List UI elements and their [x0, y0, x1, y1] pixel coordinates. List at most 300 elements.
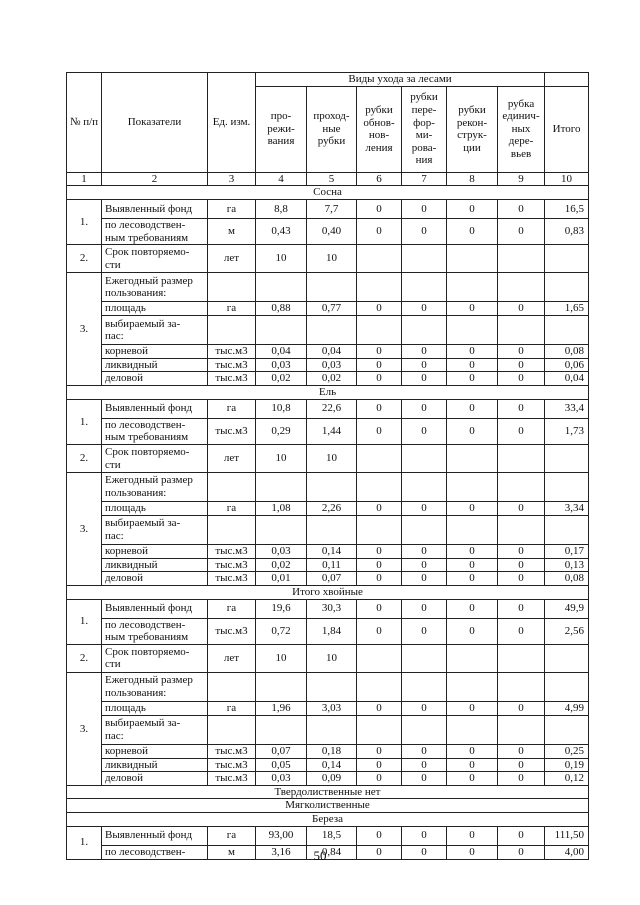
value-cell: 1,96 [256, 701, 307, 715]
indicator-label: деловой [102, 572, 208, 586]
empty-cell [498, 516, 545, 545]
value-cell: 0 [402, 302, 447, 316]
value-cell: 0 [402, 744, 447, 758]
table-row [67, 302, 589, 316]
value-cell: 0 [447, 701, 498, 715]
row-number: 1. [67, 399, 102, 444]
value-cell: 0 [498, 418, 545, 444]
unit-cell: тыс.м3 [208, 744, 256, 758]
value-cell: 0 [498, 218, 545, 244]
value-cell: 0 [357, 701, 402, 715]
header-type-passage: проход- ные рубки [307, 86, 357, 172]
empty-cell [545, 715, 589, 744]
col-num: 7 [402, 172, 447, 186]
value-cell: 0 [498, 758, 545, 772]
table-row [67, 799, 589, 813]
value-cell: 0 [357, 845, 402, 859]
empty-cell [402, 445, 447, 473]
unit-cell: га [208, 399, 256, 418]
value-cell: 93,00 [256, 826, 307, 845]
empty-cell [545, 644, 589, 672]
indicator-label [102, 218, 208, 244]
unit-cell: м [208, 218, 256, 244]
unit-cell: тыс.м3 [208, 372, 256, 386]
value-cell: 0 [357, 744, 402, 758]
header-indicators: Показатели [102, 73, 208, 173]
indicator-label-line: по лесоводствен- [105, 618, 186, 631]
empty-cell [447, 273, 498, 302]
col-num: 2 [102, 172, 208, 186]
header-blank [545, 73, 589, 87]
value-cell: 0 [357, 558, 402, 572]
indicator-label-line: Ежегодный размер [105, 274, 193, 287]
value-cell: 0 [498, 572, 545, 586]
table-row [67, 572, 589, 586]
table-row [67, 758, 589, 772]
value-cell: 0 [447, 618, 498, 644]
empty-cell [256, 273, 307, 302]
section-title: Береза [67, 813, 589, 827]
value-cell: 1,08 [256, 502, 307, 516]
unit-cell: тыс.м3 [208, 558, 256, 572]
value-cell: 0 [402, 399, 447, 418]
empty-cell [307, 715, 357, 744]
indicator-label-line: Ежегодный размер [105, 674, 193, 687]
unit-cell: лет [208, 644, 256, 672]
value-cell: 0 [447, 199, 498, 218]
indicator-label: площадь [102, 502, 208, 516]
value-cell: 0,08 [545, 572, 589, 586]
value-cell: 8,8 [256, 199, 307, 218]
indicator-label-line: пользования: [105, 686, 167, 699]
value-cell: 0 [402, 345, 447, 359]
value-cell: 0 [402, 199, 447, 218]
empty-cell [545, 245, 589, 273]
value-cell: 0 [402, 772, 447, 786]
col-num: 10 [545, 172, 589, 186]
indicator-label-line: ным требованиям [105, 231, 189, 244]
value-cell: 0 [402, 701, 447, 715]
value-cell: 0,03 [256, 545, 307, 559]
unit-cell: тыс.м3 [208, 772, 256, 786]
value-cell: 0 [447, 599, 498, 618]
value-cell: 33,4 [545, 399, 589, 418]
value-cell: 0 [357, 302, 402, 316]
table-row [67, 245, 589, 273]
empty-cell [256, 672, 307, 701]
value-cell: 0 [402, 502, 447, 516]
value-cell: 0,84 [307, 845, 357, 859]
value-cell: 0 [402, 545, 447, 559]
value-cell: 0,19 [545, 758, 589, 772]
unit-cell: га [208, 302, 256, 316]
value-cell: 0 [498, 826, 545, 845]
indicator-label: Выявленный фонд [102, 599, 208, 618]
indicator-label: площадь [102, 302, 208, 316]
row-number: 1. [67, 599, 102, 644]
indicator-label [102, 316, 208, 345]
indicator-label: Выявленный фонд [102, 399, 208, 418]
value-cell: 0,77 [307, 302, 357, 316]
empty-cell [307, 672, 357, 701]
empty-cell [447, 473, 498, 502]
table-row [67, 644, 589, 672]
indicator-label-line: выбираемый за- [105, 717, 181, 730]
empty-cell [447, 245, 498, 273]
empty-cell [447, 316, 498, 345]
table-row [67, 186, 589, 200]
col-num: 5 [307, 172, 357, 186]
value-cell: 0 [357, 218, 402, 244]
value-cell: 0,01 [256, 572, 307, 586]
value-cell: 0 [447, 772, 498, 786]
unit-cell: га [208, 502, 256, 516]
header-type-renewal: рубки обнов- нов- ления [357, 86, 402, 172]
value-cell: 0 [498, 618, 545, 644]
indicator-label: по лесоводствен- [102, 845, 208, 859]
row-number: 3. [67, 473, 102, 586]
row-number: 1. [67, 826, 102, 859]
empty-cell [402, 316, 447, 345]
indicator-label: Выявленный фонд [102, 199, 208, 218]
empty-cell [402, 273, 447, 302]
indicator-label-line: пас: [105, 729, 124, 742]
value-cell: 0,40 [307, 218, 357, 244]
value-cell: 0 [447, 558, 498, 572]
empty-cell [498, 445, 545, 473]
indicator-label [102, 473, 208, 502]
table-row [67, 672, 589, 701]
empty-cell [402, 473, 447, 502]
col-num: 4 [256, 172, 307, 186]
empty-cell [402, 672, 447, 701]
col-num: 3 [208, 172, 256, 186]
empty-cell [402, 245, 447, 273]
empty-cell [498, 473, 545, 502]
empty-cell [256, 516, 307, 545]
value-cell: 0 [447, 502, 498, 516]
indicator-label: Выявленный фонд [102, 826, 208, 845]
empty-cell [357, 516, 402, 545]
value-cell: 0,04 [256, 345, 307, 359]
empty-cell [307, 273, 357, 302]
value-cell: 0 [402, 845, 447, 859]
row-number: 2. [67, 644, 102, 672]
indicator-label: корневой [102, 345, 208, 359]
empty-cell [357, 245, 402, 273]
value-cell: 0 [357, 545, 402, 559]
section-title: Сосна [67, 186, 589, 200]
table-row [67, 445, 589, 473]
indicator-label: корневой [102, 744, 208, 758]
unit-cell: га [208, 826, 256, 845]
value-cell: 0 [447, 399, 498, 418]
empty-cell [545, 516, 589, 545]
indicator-label-line: Срок повторяемо- [105, 445, 190, 458]
value-cell: 4,99 [545, 701, 589, 715]
value-cell: 2,56 [545, 618, 589, 644]
value-cell: 0,17 [545, 545, 589, 559]
col-num: 1 [67, 172, 102, 186]
row-number: 3. [67, 273, 102, 386]
indicator-label: ликвидный [102, 358, 208, 372]
empty-cell [545, 316, 589, 345]
value-cell: 0 [357, 199, 402, 218]
indicator-label-line: пас: [105, 530, 124, 543]
value-cell: 0 [498, 502, 545, 516]
unit-cell: га [208, 599, 256, 618]
indicator-label-line: сти [105, 258, 121, 271]
value-cell: 0 [402, 758, 447, 772]
value-cell: 7,7 [307, 199, 357, 218]
indicator-label [102, 418, 208, 444]
indicator-label-line: Ежегодный размер [105, 474, 193, 487]
empty-cell [498, 273, 545, 302]
empty-cell [208, 672, 256, 701]
value-cell: 4,00 [545, 845, 589, 859]
unit-cell: лет [208, 445, 256, 473]
value-cell: 0 [498, 372, 545, 386]
empty-cell [545, 473, 589, 502]
value-cell: 0 [357, 572, 402, 586]
value-cell: 0 [357, 826, 402, 845]
table-row [67, 744, 589, 758]
value-cell: 49,9 [545, 599, 589, 618]
table-row [67, 273, 589, 302]
table-row [67, 785, 589, 799]
empty-cell [498, 316, 545, 345]
indicator-label-line: Срок повторяемо- [105, 246, 190, 259]
value-cell: 0,13 [545, 558, 589, 572]
row-number: 2. [67, 245, 102, 273]
empty-cell [447, 516, 498, 545]
value-cell: 1,65 [545, 302, 589, 316]
value-cell: 0 [498, 199, 545, 218]
table-row [67, 585, 589, 599]
table-row [67, 813, 589, 827]
empty-cell [545, 273, 589, 302]
header-type-reconstruction: рубки рекон- струк- ции [447, 86, 498, 172]
value-cell: 0,83 [545, 218, 589, 244]
empty-cell [256, 715, 307, 744]
empty-cell [498, 245, 545, 273]
value-cell: 0 [498, 545, 545, 559]
empty-cell [208, 473, 256, 502]
unit-cell: га [208, 199, 256, 218]
value-cell: 19,6 [256, 599, 307, 618]
indicator-label [102, 516, 208, 545]
header-type-thinning: про- режи- вания [256, 86, 307, 172]
value-cell: 0,72 [256, 618, 307, 644]
value-cell: 0 [357, 418, 402, 444]
indicator-label-line: сти [105, 658, 121, 671]
value-cell: 0 [402, 218, 447, 244]
indicator-label: ликвидный [102, 758, 208, 772]
value-cell: 0 [357, 372, 402, 386]
value-cell: 0 [498, 701, 545, 715]
value-cell: 0,04 [307, 345, 357, 359]
value-cell: 18,5 [307, 826, 357, 845]
indicator-label-line: по лесоводствен- [105, 418, 186, 431]
table-row [67, 372, 589, 386]
value-cell: 0 [357, 599, 402, 618]
value-cell: 0,02 [307, 372, 357, 386]
value-cell: 0,09 [307, 772, 357, 786]
value-cell: 0 [357, 399, 402, 418]
table-row [67, 199, 589, 218]
value-cell: 10 [307, 445, 357, 473]
unit-cell: тыс.м3 [208, 418, 256, 444]
empty-cell [447, 644, 498, 672]
value-cell: 1,73 [545, 418, 589, 444]
value-cell: 0,12 [545, 772, 589, 786]
table-row [67, 826, 589, 845]
value-cell: 0,07 [256, 744, 307, 758]
table-row [67, 599, 589, 618]
indicator-label [102, 644, 208, 672]
empty-cell [357, 473, 402, 502]
indicator-label: ликвидный [102, 558, 208, 572]
value-cell: 0,43 [256, 218, 307, 244]
empty-cell [498, 644, 545, 672]
indicator-label-line: ным требованиям [105, 631, 189, 644]
value-cell: 0,03 [307, 358, 357, 372]
unit-cell: м [208, 845, 256, 859]
empty-cell [208, 516, 256, 545]
table-row [67, 545, 589, 559]
value-cell: 0,25 [545, 744, 589, 758]
indicator-label [102, 245, 208, 273]
value-cell: 0 [357, 358, 402, 372]
forest-care-table [66, 72, 589, 860]
value-cell: 0 [447, 744, 498, 758]
value-cell: 0 [447, 826, 498, 845]
unit-cell: тыс.м3 [208, 758, 256, 772]
value-cell: 0 [498, 772, 545, 786]
header-num: № п/п [67, 73, 102, 173]
header-type-reform: рубки пере- фор- ми- рова- ния [402, 86, 447, 172]
empty-cell [256, 473, 307, 502]
value-cell: 1,44 [307, 418, 357, 444]
indicator-label-line: пас: [105, 330, 124, 343]
empty-cell [208, 273, 256, 302]
indicator-label-line: выбираемый за- [105, 317, 181, 330]
value-cell: 0,18 [307, 744, 357, 758]
value-cell: 16,5 [545, 199, 589, 218]
empty-cell [307, 316, 357, 345]
indicator-label [102, 618, 208, 644]
value-cell: 0 [498, 358, 545, 372]
col-num: 6 [357, 172, 402, 186]
value-cell: 0 [402, 572, 447, 586]
unit-cell: тыс.м3 [208, 572, 256, 586]
empty-cell [545, 445, 589, 473]
value-cell: 0,08 [545, 345, 589, 359]
table-row [67, 358, 589, 372]
value-cell: 0 [498, 558, 545, 572]
value-cell: 0 [447, 345, 498, 359]
empty-cell [447, 445, 498, 473]
value-cell: 1,84 [307, 618, 357, 644]
empty-cell [498, 672, 545, 701]
unit-cell: тыс.м3 [208, 345, 256, 359]
value-cell: 0 [357, 772, 402, 786]
value-cell: 0 [447, 845, 498, 859]
indicator-label-line: пользования: [105, 287, 167, 300]
empty-cell [402, 516, 447, 545]
value-cell: 0 [498, 599, 545, 618]
value-cell: 0 [357, 618, 402, 644]
value-cell: 3,16 [256, 845, 307, 859]
indicator-label-line: ным требованиям [105, 431, 189, 444]
value-cell: 0,14 [307, 545, 357, 559]
value-cell: 0 [498, 744, 545, 758]
table-row [67, 618, 589, 644]
value-cell: 0,29 [256, 418, 307, 444]
empty-cell [357, 316, 402, 345]
value-cell: 0 [447, 758, 498, 772]
indicator-label-line: выбираемый за- [105, 517, 181, 530]
table-row [67, 345, 589, 359]
empty-cell [357, 273, 402, 302]
value-cell: 0 [357, 502, 402, 516]
value-cell: 0,03 [256, 772, 307, 786]
value-cell: 0 [357, 758, 402, 772]
indicator-label [102, 273, 208, 302]
value-cell: 3,34 [545, 502, 589, 516]
indicator-label [102, 445, 208, 473]
value-cell: 0 [357, 345, 402, 359]
value-cell: 22,6 [307, 399, 357, 418]
value-cell: 0 [402, 372, 447, 386]
value-cell: 0 [447, 218, 498, 244]
value-cell: 0,04 [545, 372, 589, 386]
value-cell: 0 [402, 558, 447, 572]
table-row [67, 772, 589, 786]
value-cell: 0 [447, 418, 498, 444]
indicator-label-line: пользования: [105, 487, 167, 500]
row-number: 3. [67, 672, 102, 785]
col-num: 9 [498, 172, 545, 186]
value-cell: 0 [498, 302, 545, 316]
row-number: 1. [67, 199, 102, 244]
empty-cell [208, 715, 256, 744]
value-cell: 0 [402, 599, 447, 618]
value-cell: 111,50 [545, 826, 589, 845]
table-row [67, 473, 589, 502]
value-cell: 3,03 [307, 701, 357, 715]
header-group: Виды ухода за лесами [256, 73, 545, 87]
value-cell: 0,05 [256, 758, 307, 772]
indicator-label: площадь [102, 701, 208, 715]
table-row [67, 715, 589, 744]
header-type-single-trees: рубка единич- ных дере- вьев [498, 86, 545, 172]
empty-cell [307, 473, 357, 502]
indicator-label [102, 715, 208, 744]
indicator-label-line: по лесоводствен- [105, 218, 186, 231]
value-cell: 0 [498, 845, 545, 859]
empty-cell [307, 516, 357, 545]
unit-cell: га [208, 701, 256, 715]
empty-cell [402, 644, 447, 672]
value-cell: 0,88 [256, 302, 307, 316]
indicator-label-line: Срок повторяемо- [105, 645, 190, 658]
value-cell: 0,14 [307, 758, 357, 772]
value-cell: 10 [256, 445, 307, 473]
value-cell: 10 [307, 245, 357, 273]
empty-cell [357, 672, 402, 701]
section-title: Ель [67, 386, 589, 400]
